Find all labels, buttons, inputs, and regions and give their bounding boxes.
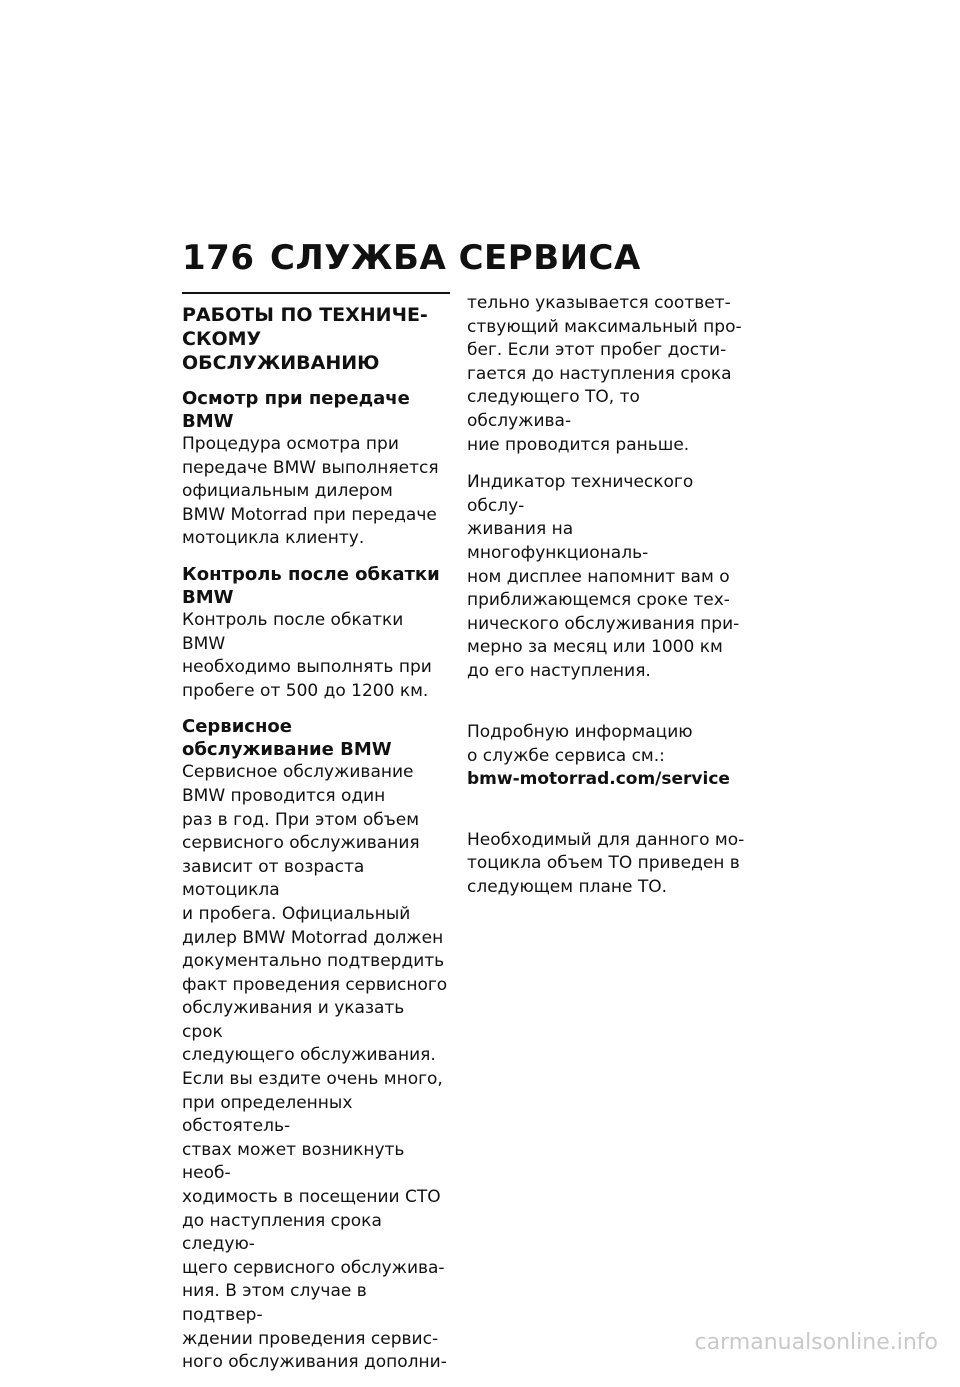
page-header — [182, 238, 641, 278]
subsection-text-break-in: Контроль после обкатки BMW необходимо выполнять при пробеге от 500 до 1200 км. — [182, 609, 432, 701]
subsection-text-service: Сервисное обслуживание BMW проводится один раз в год. При этом объем сервисного обслуживания зависит от возраста мотоцикла и пробега. Официальный дилер BMW Motorrad должен документально подтвердить факт проведения сервисного обслуживания и указать срок следующего обслуживания. Если вы ездите очень много, при определенных обстоятель- ствах может возникнуть необ- ходимость в посещении СТО до наступления срока следую- щего сервисного обслужива- ния. В этом случае в подтвер- ждении проведения сервис- ного обслуживания дополни- — [182, 762, 448, 1373]
service-link[interactable]: bmw-motorrad.com/service — [467, 769, 730, 790]
right-column — [467, 292, 745, 914]
paragraph-mileage: тельно указывается соответ- ствующий максимальный про- бег. Если этот пробег дости- гается до наступления срока следующего ТО, то обслужива- ние проводится раньше. — [467, 293, 742, 455]
section-divider — [182, 292, 450, 294]
paragraph-info — [467, 698, 745, 815]
page-number: 176 — [182, 238, 255, 278]
section-title: РАБОТЫ ПО ТЕХНИЧЕ- СКОМУ ОБСЛУЖИВАНИЮ — [182, 304, 428, 374]
watermark: carmanualsonline.info — [694, 1330, 938, 1355]
paragraph-indicator: Индикатор технического обслу- живания на многофункциональ- ном дисплее напомнит вам о приближающемся сроке тех- нического обслуживания при- мерно за месяц или 1000 км до его наступления. — [467, 472, 740, 681]
subsection-heading-handover: Осмотр при передаче BMW — [182, 388, 410, 432]
info-text: Подробную информацию о службе сервиса см.: — [467, 722, 693, 766]
page-title: СЛУЖБА СЕРВИСА — [270, 238, 641, 278]
subsection-text-handover: Процедура осмотра при передаче BMW выполняется официальным дилером BMW Motorrad при передаче мотоцикла клиенту. — [182, 434, 439, 549]
subsection-heading-service: Сервисное обслуживание BMW — [182, 716, 392, 761]
paragraph-plan: Необходимый для данного мо- тоцикла объем ТО приведен в следующем плане ТО. — [467, 829, 745, 898]
subsection-heading-break-in: Контроль после обкатки BMW — [182, 563, 440, 608]
left-column — [182, 292, 450, 1387]
